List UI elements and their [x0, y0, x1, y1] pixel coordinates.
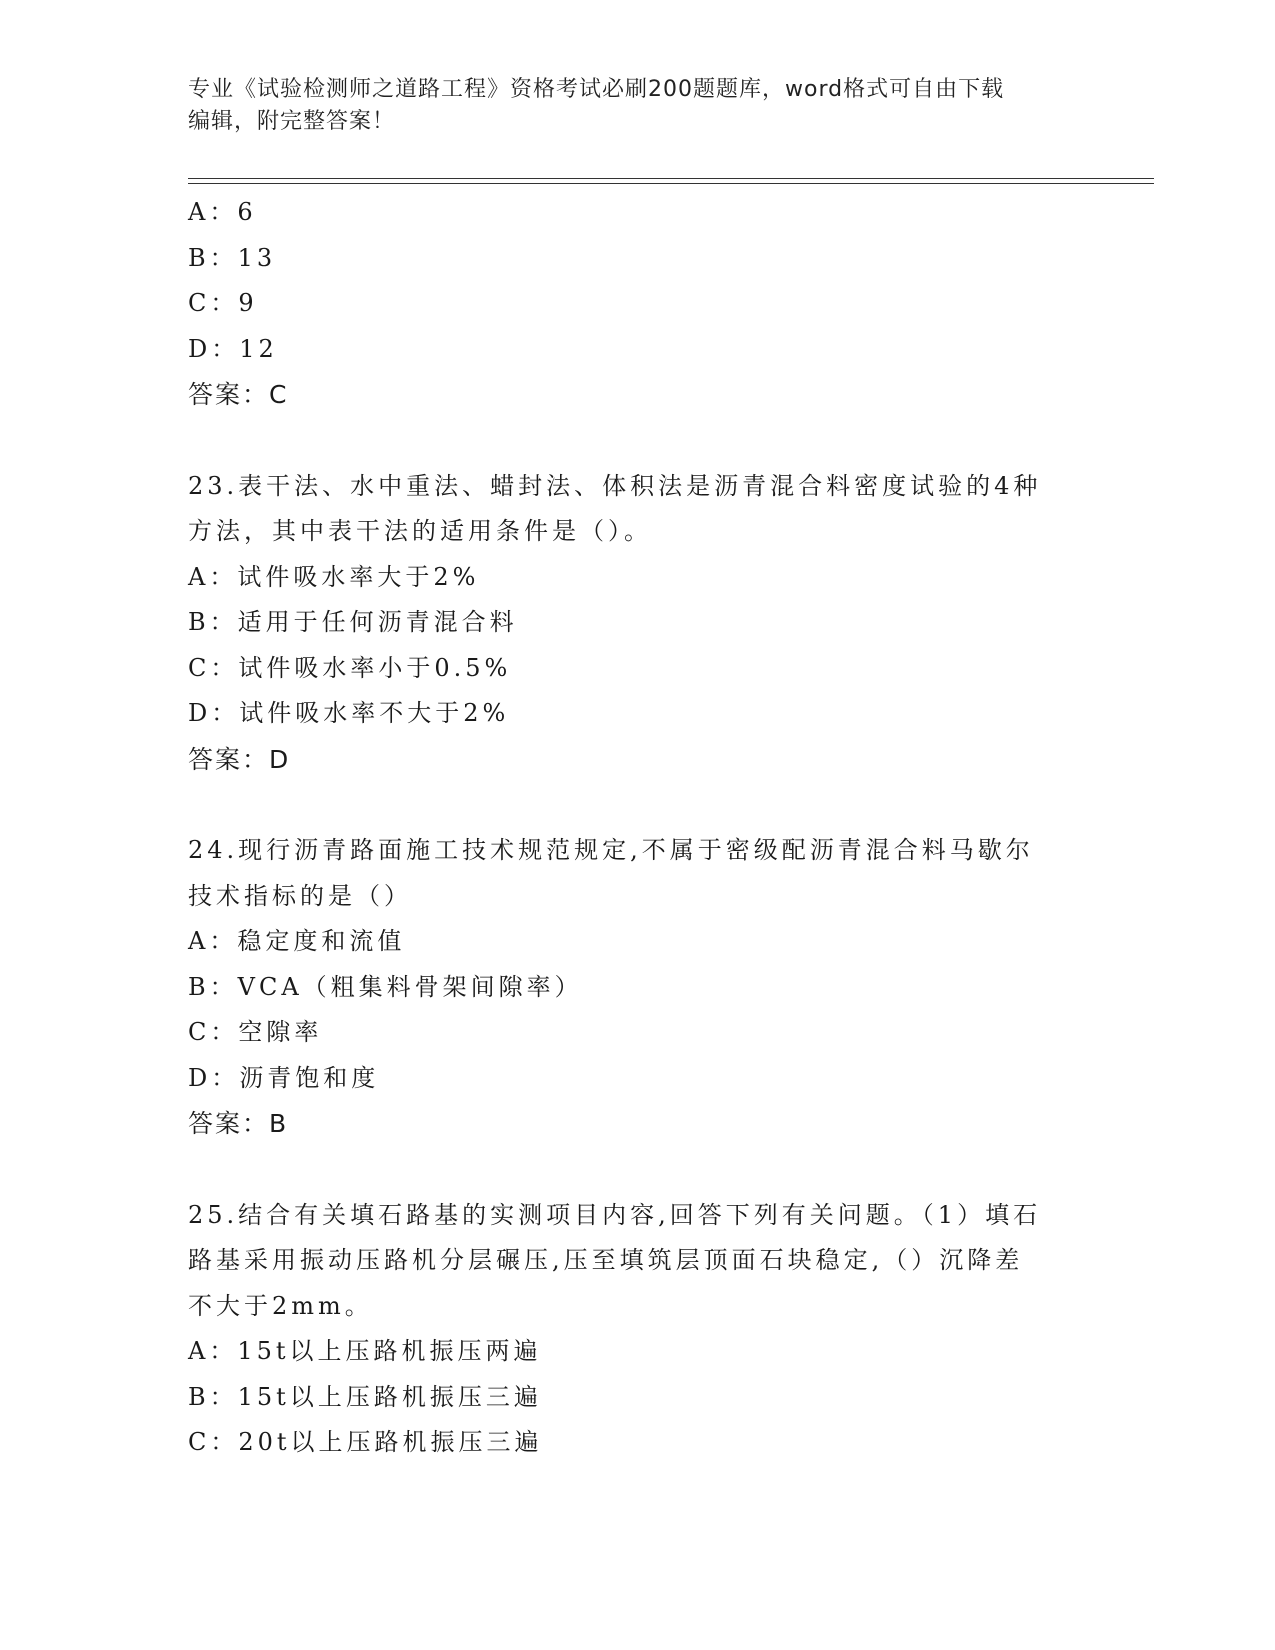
question-stem-line-2: 方法，其中表干法的适用条件是（）。 [188, 517, 652, 545]
question-22 [188, 190, 1088, 418]
option-c: C：20t以上压路机振压三遍 [188, 1428, 543, 1456]
header-title-line-1: 专业《试验检测师之道路工程》资格考试必刷200题题库，word格式可自由下载 [188, 77, 1005, 102]
spacer [188, 782, 1088, 828]
header-divider [188, 178, 1154, 184]
question-stem-line-1: 23.表干法、水中重法、蜡封法、体积法是沥青混合料密度试验的4种 [188, 471, 1042, 500]
answer-text: 答案：D [188, 744, 291, 774]
question-stem-line-2: 路基采用振动压路机分层碾压,压至填筑层顶面石块稳定,（）沉降差 [188, 1246, 1024, 1274]
option-a: A：15t以上压路机振压两遍 [188, 1337, 542, 1365]
question-25 [188, 1193, 1088, 1466]
question-stem-line-2: 技术指标的是（） [188, 881, 412, 910]
option-d: D：试件吸水率不大于2% [188, 699, 510, 727]
option-a: A：稳定度和流值 [188, 927, 406, 955]
option-c: C：试件吸水率小于0.5% [188, 653, 512, 682]
option-d: D：沥青饱和度 [188, 1063, 380, 1092]
question-stem-line-1: 24.现行沥青路面施工技术规范规定,不属于密级配沥青混合料马歇尔 [188, 836, 1034, 864]
option-b: B：VCA（粗集料骨架间隙率） [188, 972, 583, 1001]
answer-text: 答案：C [188, 380, 289, 409]
question-23 [188, 464, 1088, 783]
option-b: B：适用于任何沥青混合料 [188, 608, 518, 636]
spacer [188, 418, 1088, 464]
page-header [188, 74, 1068, 138]
header-title-line-2: 编辑，附完整答案！ [188, 109, 396, 134]
option-c: C：9 [188, 289, 258, 317]
question-stem-line-1: 25.结合有关填石路基的实测项目内容,回答下列有关问题。（1）填石 [188, 1200, 1042, 1229]
spacer [188, 1147, 1088, 1193]
option-b: B：13 [188, 243, 277, 272]
question-24 [188, 828, 1088, 1147]
question-stem-line-3: 不大于2mm。 [188, 1291, 373, 1320]
option-a: A：6 [188, 198, 257, 226]
answer-text: 答案：B [188, 1109, 289, 1138]
option-a: A：试件吸水率大于2% [188, 562, 480, 591]
option-c: C：空隙率 [188, 1018, 323, 1046]
option-d: D：12 [188, 334, 278, 363]
question-list [188, 190, 1088, 1466]
option-b: B：15t以上压路机振压三遍 [188, 1382, 542, 1411]
